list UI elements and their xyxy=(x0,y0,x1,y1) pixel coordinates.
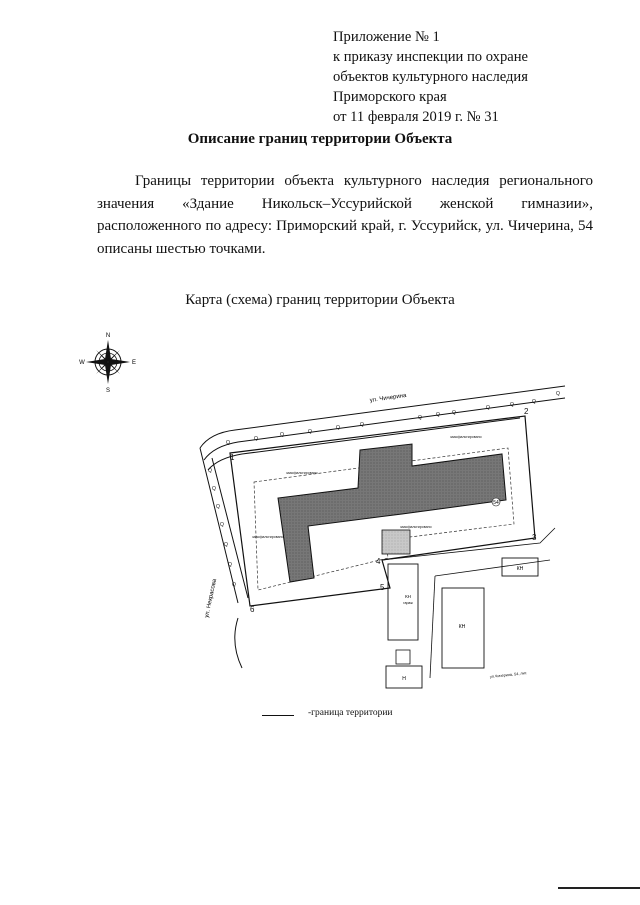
svg-text:Q: Q xyxy=(254,436,258,442)
svg-text:Q: Q xyxy=(216,504,220,510)
document-title: Описание границ территории Объекта xyxy=(187,131,453,147)
svg-text:1: 1 xyxy=(230,453,235,462)
legend-text: -граница территории xyxy=(308,708,393,718)
street-left-edges xyxy=(200,448,248,668)
kh-right-label: КН xyxy=(458,624,466,630)
street-top-label: ул. Чичерина xyxy=(369,392,407,404)
street-left-label: ул. Некрасова xyxy=(204,578,219,619)
svg-text:3: 3 xyxy=(532,533,537,542)
compass-w: W xyxy=(79,360,85,366)
svg-text:Q: Q xyxy=(436,412,440,418)
svg-text:4: 4 xyxy=(376,557,381,566)
svg-text:заасфальтировано: заасфальтировано xyxy=(400,525,432,529)
garage-kh-label: КН xyxy=(405,594,411,599)
svg-text:Q: Q xyxy=(532,399,536,405)
compass-rose-icon xyxy=(78,330,138,392)
svg-text:Q: Q xyxy=(208,468,212,474)
svg-text:Q: Q xyxy=(486,405,490,411)
compass-e: E xyxy=(131,360,137,366)
appendix-line-1: Приложение № 1 xyxy=(333,29,440,45)
kh-small-label: КН xyxy=(516,566,524,572)
main-building xyxy=(278,444,506,582)
garage-label: гараж xyxy=(403,601,413,605)
legend-line-swatch xyxy=(262,715,294,716)
svg-text:Q: Q xyxy=(308,429,312,435)
svg-text:Q: Q xyxy=(220,522,224,528)
appendix-line-4: Приморского края xyxy=(333,89,447,105)
annex-building xyxy=(382,530,410,554)
svg-text:Q: Q xyxy=(360,422,364,428)
appendix-line-3: объектов культурного наследия xyxy=(333,69,528,85)
bottom-edge-rule xyxy=(558,887,640,889)
map-legend xyxy=(262,708,462,724)
street-bottom-right-label: ул.Чичерина, 54, лит. xyxy=(489,671,528,679)
territory-map xyxy=(190,378,575,698)
svg-text:Q: Q xyxy=(452,410,456,416)
appendix-header xyxy=(333,27,528,127)
svg-text:Q: Q xyxy=(556,391,560,397)
svg-text:5: 5 xyxy=(380,583,385,592)
map-heading: Карта (схема) границ территории Объекта xyxy=(185,292,455,308)
svg-text:заасфальтировано: заасфальтировано xyxy=(450,435,482,439)
svg-text:Q: Q xyxy=(336,425,340,431)
compass-s: S xyxy=(105,388,111,392)
svg-text:6: 6 xyxy=(250,605,255,614)
svg-text:2: 2 xyxy=(524,407,529,416)
h-label: Н xyxy=(402,676,406,682)
svg-text:Q: Q xyxy=(224,542,228,548)
svg-text:Q: Q xyxy=(510,402,514,408)
svg-text:заасфальтировано: заасфальтировано xyxy=(252,535,284,539)
svg-text:Q: Q xyxy=(280,432,284,438)
svg-text:Q: Q xyxy=(212,486,216,492)
svg-text:Q: Q xyxy=(226,440,230,446)
appendix-line-2: к приказу инспекции по охране xyxy=(333,49,529,65)
svg-text:заасфальтировано: заасфальтировано xyxy=(286,471,318,475)
street-left-markers xyxy=(208,468,236,588)
appendix-line-5: от 11 февраля 2019 г. № 31 xyxy=(333,109,499,125)
building-number: 54 xyxy=(493,500,499,506)
svg-text:Q: Q xyxy=(232,582,236,588)
description-paragraph: Границы территории объекта культурного наследия регионального значения «Здание Никольск–Уссурийской женской гимназии», расположенного по адресу: Приморский край, г. Уссурийск, ул. Чичерина, 54 описаны шестью точками. xyxy=(97,173,593,257)
svg-text:Q: Q xyxy=(228,562,232,568)
h-annex xyxy=(396,650,410,664)
compass-n: N xyxy=(105,333,111,339)
svg-text:Q: Q xyxy=(418,415,422,421)
